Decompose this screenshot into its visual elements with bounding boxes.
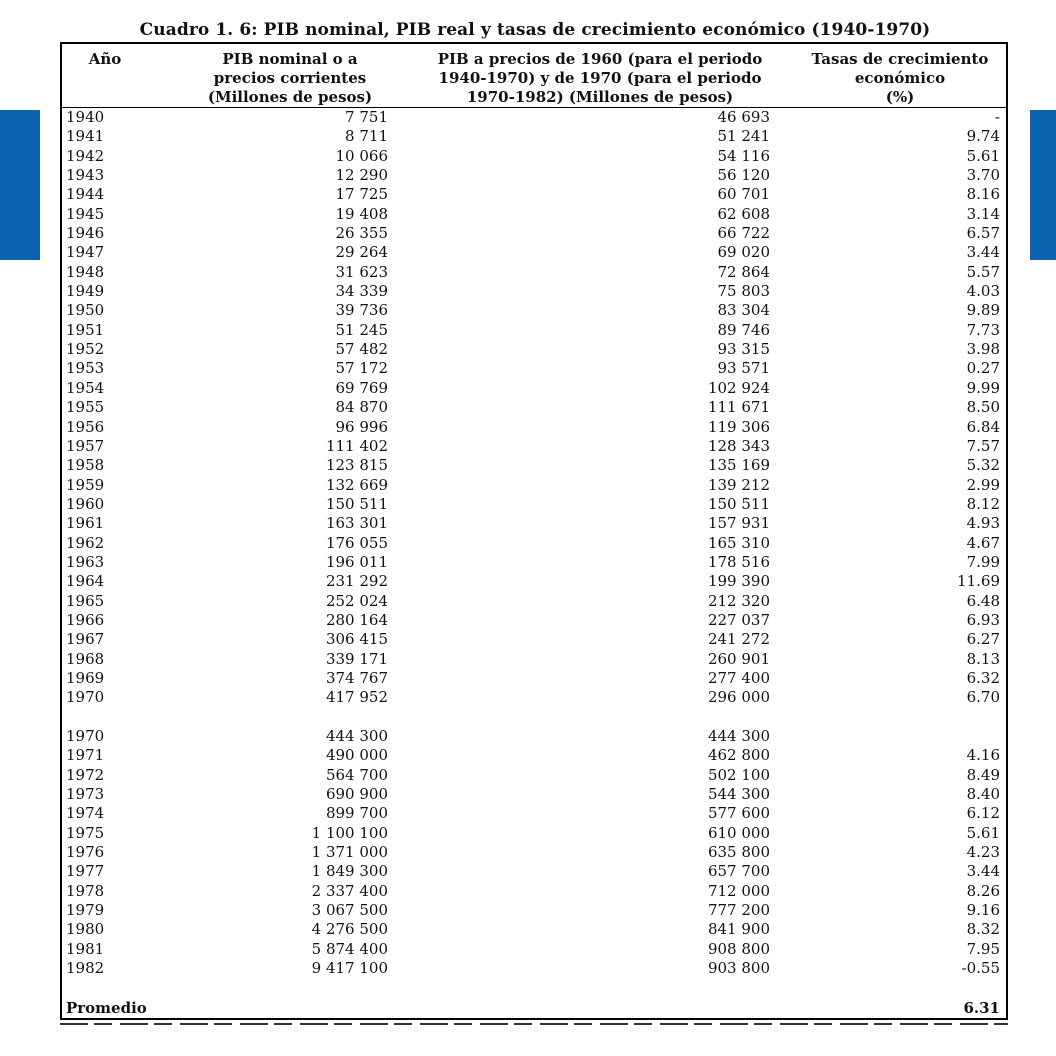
cell-nominal: 444 300 [325, 727, 388, 745]
cell-real: 212 320 [707, 591, 770, 610]
header-real-line-2: 1940-1970) y de 1970 (para el periodo [438, 69, 762, 87]
cell-year: 1962 [66, 533, 105, 552]
table-row [0, 166, 1056, 185]
cell-year: 1972 [66, 765, 105, 784]
cell-nominal: 8 711 [345, 127, 388, 146]
table-row [0, 688, 1056, 707]
header-rate [790, 50, 1010, 107]
cell-real: 635 800 [707, 843, 770, 862]
cell-rate: 0.27 [966, 359, 1000, 378]
cell-real: 66 722 [717, 224, 770, 243]
cell-nominal: 29 264 [335, 243, 388, 262]
cell-nominal: 374 767 [325, 668, 388, 687]
cell-rate: 3.44 [966, 243, 1000, 262]
table-row [0, 592, 1056, 611]
cell-rate: 6.93 [966, 610, 1000, 629]
cell-real: 93 571 [717, 359, 770, 378]
cell-year: 1968 [66, 649, 105, 668]
table-row [0, 495, 1056, 514]
cell-rate: 5.32 [966, 456, 1000, 475]
cell-nominal: 123 815 [325, 456, 388, 475]
table-row [0, 514, 1056, 533]
cell-rate: 8.26 [966, 881, 1000, 900]
header-rate-line-2: económico [854, 69, 946, 87]
header-nominal-line-2: precios corrientes [213, 69, 367, 87]
cell-year: 1943 [66, 166, 105, 185]
cell-nominal: 26 355 [335, 224, 388, 243]
cell-year: 1952 [66, 340, 105, 359]
cell-rate: 2.99 [966, 475, 1000, 494]
cell-real: 72 864 [717, 262, 770, 281]
cell-nominal: 3 067 500 [311, 901, 388, 920]
cell-rate: 5.61 [966, 146, 1000, 165]
cell-nominal: 12 290 [335, 166, 388, 185]
table-row [0, 534, 1056, 553]
cell-year: 1973 [66, 785, 105, 804]
cell-nominal: 17 725 [335, 185, 388, 204]
cell-nominal: 5 874 400 [311, 939, 388, 958]
cell-real: 51 241 [717, 127, 770, 146]
cell-year: 1944 [66, 185, 105, 204]
cell-rate: 7.57 [966, 436, 1000, 455]
table-row [0, 359, 1056, 378]
cell-year: 1976 [66, 843, 105, 862]
header-real-line-1: PIB a precios de 1960 (para el periodo [437, 50, 763, 68]
header-nominal [180, 50, 400, 107]
cell-nominal: 1 371 000 [311, 843, 388, 862]
cell-real: 712 000 [707, 881, 770, 900]
table-caption: Cuadro 1. 6: PIB nominal, PIB real y tasas de crecimiento económico (1940-1970) [139, 20, 931, 40]
cell-year: 1980 [66, 920, 105, 939]
table-row [0, 843, 1056, 862]
cell-year: 1981 [66, 939, 105, 958]
cell-nominal: 490 000 [325, 746, 388, 765]
cell-nominal: 69 769 [335, 378, 388, 397]
cell-year: 1964 [66, 572, 105, 591]
cell-year: 1953 [66, 359, 105, 378]
cell-rate: - [994, 108, 1000, 126]
cell-rate: 8.16 [966, 185, 1000, 204]
table-row [0, 301, 1056, 320]
cell-real: 178 516 [707, 552, 770, 571]
cell-rate: 4.93 [966, 514, 1000, 533]
table-row [0, 147, 1056, 166]
cell-real: 260 901 [707, 649, 770, 668]
table-row [0, 572, 1056, 591]
cell-nominal: 280 164 [325, 610, 388, 629]
cell-rate: 8.13 [966, 649, 1000, 668]
table-spacer-row [0, 708, 1056, 727]
cell-year: 1960 [66, 494, 105, 513]
cell-real: 841 900 [707, 920, 770, 939]
cell-rate: 11.69 [957, 572, 1000, 591]
cell-year: 1971 [66, 746, 105, 765]
cell-rate: 6.12 [966, 804, 1000, 823]
cell-year: 1946 [66, 224, 105, 243]
header-year: Año [88, 50, 122, 68]
cell-rate: 7.73 [966, 320, 1000, 339]
cell-nominal: 51 245 [335, 320, 388, 339]
table-row [0, 340, 1056, 359]
table-body [0, 108, 1056, 978]
cell-year: 1940 [66, 108, 105, 126]
cell-nominal: 690 900 [325, 785, 388, 804]
table-row [0, 321, 1056, 340]
cell-real: 165 310 [707, 533, 770, 552]
table-row [0, 766, 1056, 785]
table-row [0, 437, 1056, 456]
header-real-line-3: 1970-1982) (Millones de pesos) [466, 88, 734, 106]
cell-year: 1941 [66, 127, 105, 146]
cell-nominal: 417 952 [325, 688, 388, 707]
cell-nominal: 899 700 [325, 804, 388, 823]
cell-rate: 6.48 [966, 591, 1000, 610]
table-row [0, 824, 1056, 843]
cell-rate: 3.14 [966, 204, 1000, 223]
cell-year: 1977 [66, 862, 105, 881]
cell-year: 1963 [66, 552, 105, 571]
cell-rate: 9.74 [966, 127, 1000, 146]
cell-real: 657 700 [707, 862, 770, 881]
cell-rate: 4.67 [966, 533, 1000, 552]
cell-real: 462 800 [707, 746, 770, 765]
table-row [0, 379, 1056, 398]
cell-nominal: 19 408 [335, 204, 388, 223]
cell-nominal: 252 024 [325, 591, 388, 610]
cell-nominal: 34 339 [335, 282, 388, 301]
cell-rate: 8.50 [966, 398, 1000, 417]
cell-year: 1967 [66, 630, 105, 649]
table-row [0, 746, 1056, 765]
cell-rate: 7.95 [966, 939, 1000, 958]
cell-rate: 9.89 [966, 301, 1000, 320]
cell-year: 1974 [66, 804, 105, 823]
cell-nominal: 96 996 [335, 417, 388, 436]
table-row [0, 127, 1056, 146]
table-row [0, 804, 1056, 823]
cell-year: 1970 [66, 688, 105, 707]
cell-rate: 6.27 [966, 630, 1000, 649]
cell-year: 1949 [66, 282, 105, 301]
header-rate-line-3: (%) [885, 88, 915, 106]
table-row [0, 669, 1056, 688]
cell-real: 62 608 [717, 204, 770, 223]
cell-real: 502 100 [707, 765, 770, 784]
table-row [0, 282, 1056, 301]
cell-year: 1948 [66, 262, 105, 281]
cell-year: 1982 [66, 959, 105, 978]
cell-rate: 7.99 [966, 552, 1000, 571]
cell-rate: 9.16 [966, 901, 1000, 920]
cell-nominal: 176 055 [325, 533, 388, 552]
cell-real: 102 924 [707, 378, 770, 397]
cell-real: 89 746 [717, 320, 770, 339]
table-row [0, 398, 1056, 417]
cell-year: 1979 [66, 901, 105, 920]
cell-real: 60 701 [717, 185, 770, 204]
cell-year: 1978 [66, 881, 105, 900]
table-row [0, 263, 1056, 282]
cell-rate: 4.23 [966, 843, 1000, 862]
cell-nominal: 39 736 [335, 301, 388, 320]
table-row [0, 185, 1056, 204]
cell-nominal: 231 292 [325, 572, 388, 591]
average-label: Promedio [66, 999, 147, 1017]
cell-year: 1956 [66, 417, 105, 436]
table-row [0, 108, 1056, 127]
table-row [0, 727, 1056, 746]
cell-nominal: 31 623 [335, 262, 388, 281]
cell-rate: 4.03 [966, 282, 1000, 301]
cell-year: 1945 [66, 204, 105, 223]
average-value: 6.31 [963, 999, 1000, 1017]
cell-nominal: 1 100 100 [311, 823, 388, 842]
cell-rate: 5.57 [966, 262, 1000, 281]
cell-year: 1965 [66, 591, 105, 610]
cell-year: 1958 [66, 456, 105, 475]
cell-year: 1947 [66, 243, 105, 262]
cell-year: 1954 [66, 378, 105, 397]
cell-rate: 6.84 [966, 417, 1000, 436]
cell-year: 1950 [66, 301, 105, 320]
cell-nominal: 163 301 [325, 514, 388, 533]
header-rate-line-1: Tasas de crecimiento [811, 50, 989, 68]
cell-year: 1955 [66, 398, 105, 417]
cell-nominal: 111 402 [325, 436, 388, 455]
table-row [0, 940, 1056, 959]
cell-real: 157 931 [707, 514, 770, 533]
cell-year: 1957 [66, 436, 105, 455]
cell-nominal: 150 511 [325, 494, 388, 513]
cell-real: 610 000 [707, 823, 770, 842]
cell-real: 56 120 [717, 166, 770, 185]
table-row [0, 224, 1056, 243]
cell-real: 119 306 [707, 417, 770, 436]
cell-real: 296 000 [707, 688, 770, 707]
table-row [0, 418, 1056, 437]
table-row [0, 882, 1056, 901]
cell-nominal: 7 751 [345, 108, 388, 126]
cell-real: 83 304 [717, 301, 770, 320]
table-row [0, 205, 1056, 224]
cell-real: 139 212 [707, 475, 770, 494]
cell-real: 69 020 [717, 243, 770, 262]
cell-nominal: 196 011 [325, 552, 388, 571]
cell-rate: 9.99 [966, 378, 1000, 397]
cell-year: 1951 [66, 320, 105, 339]
cell-real: 46 693 [717, 108, 770, 126]
table-row [0, 243, 1056, 262]
table-row [0, 456, 1056, 475]
cell-real: 150 511 [707, 494, 770, 513]
cell-rate: 5.61 [966, 823, 1000, 842]
table-row [0, 901, 1056, 920]
cell-rate: 8.49 [966, 765, 1000, 784]
header-nominal-line-3: (Millones de pesos) [207, 88, 373, 106]
cell-real: 777 200 [707, 901, 770, 920]
cell-year: 1969 [66, 668, 105, 687]
cell-real: 903 800 [707, 959, 770, 978]
cell-rate: 4.16 [966, 746, 1000, 765]
cell-real: 93 315 [717, 340, 770, 359]
table-row [0, 650, 1056, 669]
table-row [0, 920, 1056, 939]
cell-rate: 3.98 [966, 340, 1000, 359]
cell-nominal: 132 669 [325, 475, 388, 494]
cell-real: 444 300 [707, 727, 770, 745]
cell-rate: 8.40 [966, 785, 1000, 804]
cell-nominal: 1 849 300 [311, 862, 388, 881]
cell-nominal: 339 171 [325, 649, 388, 668]
cell-year: 1966 [66, 610, 105, 629]
cell-real: 128 343 [707, 436, 770, 455]
average-row [0, 998, 1056, 1018]
cell-nominal: 9 417 100 [311, 959, 388, 978]
header-real [410, 50, 790, 107]
cell-real: 54 116 [717, 146, 770, 165]
cell-rate: 6.57 [966, 224, 1000, 243]
cell-nominal: 10 066 [335, 146, 388, 165]
cell-real: 199 390 [707, 572, 770, 591]
cell-real: 577 600 [707, 804, 770, 823]
cell-real: 75 803 [717, 282, 770, 301]
cell-real: 544 300 [707, 785, 770, 804]
cell-real: 227 037 [707, 610, 770, 629]
cell-real: 277 400 [707, 668, 770, 687]
cell-rate: 6.70 [966, 688, 1000, 707]
cell-real: 111 671 [707, 398, 770, 417]
table-row [0, 611, 1056, 630]
table-row [0, 862, 1056, 881]
cell-rate: 8.12 [966, 494, 1000, 513]
cell-real: 135 169 [707, 456, 770, 475]
header-nominal-line-1: PIB nominal o a [222, 50, 358, 68]
table-row [0, 959, 1056, 978]
cell-year: 1961 [66, 514, 105, 533]
cell-nominal: 564 700 [325, 765, 388, 784]
cell-year: 1959 [66, 475, 105, 494]
table-row [0, 630, 1056, 649]
cell-nominal: 306 415 [325, 630, 388, 649]
table-row [0, 553, 1056, 572]
cell-year: 1975 [66, 823, 105, 842]
cell-nominal: 84 870 [335, 398, 388, 417]
cell-year: 1970 [66, 727, 105, 745]
cell-real: 908 800 [707, 939, 770, 958]
cell-nominal: 57 482 [335, 340, 388, 359]
cell-rate: 3.44 [966, 862, 1000, 881]
cell-rate: 6.32 [966, 668, 1000, 687]
cell-rate: 8.32 [966, 920, 1000, 939]
table-row [0, 785, 1056, 804]
cell-real: 241 272 [707, 630, 770, 649]
cell-rate: 3.70 [966, 166, 1000, 185]
cell-rate: -0.55 [961, 959, 1000, 978]
table-row [0, 476, 1056, 495]
cell-nominal: 4 276 500 [311, 920, 388, 939]
cell-nominal: 57 172 [335, 359, 388, 378]
cell-year: 1942 [66, 146, 105, 165]
cell-nominal: 2 337 400 [311, 881, 388, 900]
footnote-cropped [60, 1021, 1008, 1027]
